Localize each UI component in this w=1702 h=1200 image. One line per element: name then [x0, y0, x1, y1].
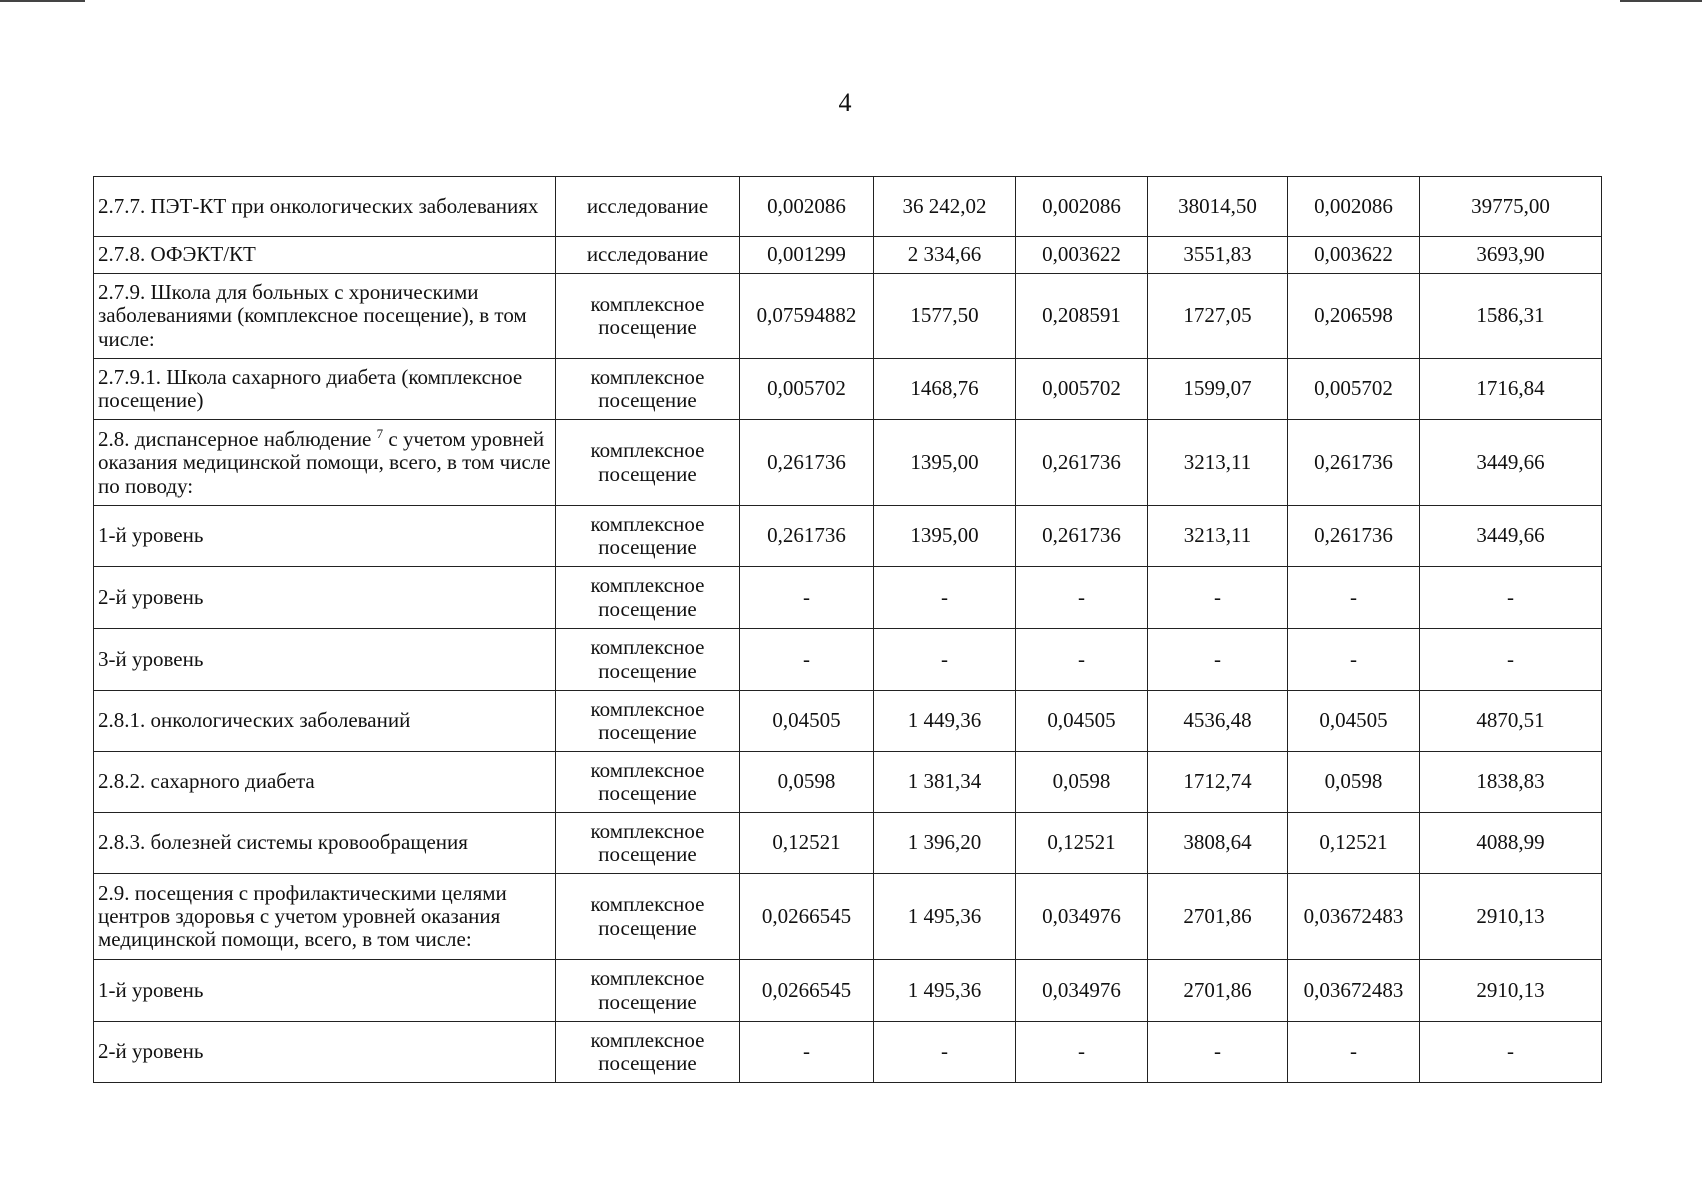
row-name: [94, 420, 556, 506]
row-value: 0,0266545: [740, 960, 874, 1022]
row-value: -: [1288, 1022, 1420, 1083]
row-value: -: [740, 629, 874, 691]
row-value: 0,0598: [1016, 752, 1148, 813]
row-value: 1727,05: [1148, 274, 1288, 359]
row-value: 0,12521: [1288, 813, 1420, 874]
row-unit: комплексное посещение: [556, 874, 740, 960]
row-value: 1716,84: [1420, 359, 1602, 420]
row-value: 4870,51: [1420, 691, 1602, 752]
table-row: [94, 567, 1602, 629]
row-name: 2.8.1. онкологических заболеваний: [94, 691, 556, 752]
row-value: 2701,86: [1148, 874, 1288, 960]
row-value: -: [1016, 629, 1148, 691]
table-row: [94, 629, 1602, 691]
table-row: [94, 274, 1602, 359]
table-row: [94, 506, 1602, 567]
row-unit: комплексное посещение: [556, 420, 740, 506]
table-row: [94, 960, 1602, 1022]
row-unit: комплексное посещение: [556, 629, 740, 691]
row-value: 1468,76: [874, 359, 1016, 420]
page-number: 4: [838, 88, 852, 117]
row-name: 1-й уровень: [94, 506, 556, 567]
row-value: 0,12521: [740, 813, 874, 874]
row-value: 2910,13: [1420, 874, 1602, 960]
row-value: -: [1148, 629, 1288, 691]
row-name: 2.8.2. сахарного диабета: [94, 752, 556, 813]
row-value: -: [874, 1022, 1016, 1083]
row-value: 0,261736: [1016, 506, 1148, 567]
table-row: [94, 813, 1602, 874]
row-value: -: [1288, 567, 1420, 629]
table-row: [94, 691, 1602, 752]
row-value: -: [1148, 567, 1288, 629]
row-name: 2.9. посещения с профилактическими целями центров здоровья с учетом уровней оказания медицинской помощи, всего, в том числе:: [94, 874, 556, 960]
row-value: 0,0266545: [740, 874, 874, 960]
row-value: 1 495,36: [874, 874, 1016, 960]
row-name: 2.7.9. Школа для больных с хроническими заболеваниями (комплексное посещение), в том числе:: [94, 274, 556, 359]
row-value: 0,261736: [1016, 420, 1148, 506]
table-row: [94, 752, 1602, 813]
row-value: 4536,48: [1148, 691, 1288, 752]
row-value: 0,0598: [740, 752, 874, 813]
table-row: [94, 237, 1602, 274]
row-value: 0,002086: [1016, 177, 1148, 237]
row-unit: комплексное посещение: [556, 752, 740, 813]
row-value: 0,0598: [1288, 752, 1420, 813]
row-value: 0,003622: [1016, 237, 1148, 274]
row-value: 1712,74: [1148, 752, 1288, 813]
row-value: 0,261736: [740, 420, 874, 506]
table-row: [94, 359, 1602, 420]
row-value: 0,03672483: [1288, 960, 1420, 1022]
tariff-table: [93, 176, 1602, 1083]
row-value: 0,04505: [1016, 691, 1148, 752]
row-unit: исследование: [556, 177, 740, 237]
row-name: 2.7.7. ПЭТ-КТ при онкологических заболеваниях: [94, 177, 556, 237]
table-row: [94, 177, 1602, 237]
scan-edge-line-left: [0, 0, 85, 2]
row-value: -: [740, 567, 874, 629]
row-name: 2.7.8. ОФЭКТ/КТ: [94, 237, 556, 274]
row-value: -: [1420, 567, 1602, 629]
scan-edge-line-right: [1620, 0, 1702, 2]
row-unit: комплексное посещение: [556, 359, 740, 420]
table-row: [94, 874, 1602, 960]
row-value: 1838,83: [1420, 752, 1602, 813]
table-row: [94, 420, 1602, 506]
row-value: 0,04505: [1288, 691, 1420, 752]
row-value: 0,005702: [1016, 359, 1148, 420]
row-unit: комплексное посещение: [556, 813, 740, 874]
row-value: 3213,11: [1148, 506, 1288, 567]
row-value: 0,034976: [1016, 874, 1148, 960]
row-unit: исследование: [556, 237, 740, 274]
row-value: 0,208591: [1016, 274, 1148, 359]
row-value: 36 242,02: [874, 177, 1016, 237]
row-value: 0,04505: [740, 691, 874, 752]
row-value: 3213,11: [1148, 420, 1288, 506]
row-value: 1 449,36: [874, 691, 1016, 752]
row-value: 0,07594882: [740, 274, 874, 359]
row-value: 38014,50: [1148, 177, 1288, 237]
row-value: 3808,64: [1148, 813, 1288, 874]
row-value: 1395,00: [874, 506, 1016, 567]
row-value: 1599,07: [1148, 359, 1288, 420]
row-name-text: 2.8. диспансерное наблюдение: [98, 427, 377, 452]
row-name: 3-й уровень: [94, 629, 556, 691]
row-unit: комплексное посещение: [556, 691, 740, 752]
row-value: 1 396,20: [874, 813, 1016, 874]
row-value: 1395,00: [874, 420, 1016, 506]
row-value: 3449,66: [1420, 420, 1602, 506]
row-value: -: [1016, 567, 1148, 629]
row-value: -: [874, 567, 1016, 629]
row-name-text-cont: с учетом уровней оказания медицинской помощи, всего, в том числе по поводу:: [98, 427, 551, 498]
row-value: 1577,50: [874, 274, 1016, 359]
row-value: 1 381,34: [874, 752, 1016, 813]
row-value: 0,261736: [1288, 420, 1420, 506]
row-name: 2.7.9.1. Школа сахарного диабета (комплексное посещение): [94, 359, 556, 420]
row-value: 3551,83: [1148, 237, 1288, 274]
row-value: -: [1288, 629, 1420, 691]
row-unit: комплексное посещение: [556, 274, 740, 359]
row-value: 2701,86: [1148, 960, 1288, 1022]
row-value: 0,034976: [1016, 960, 1148, 1022]
row-value: -: [1148, 1022, 1288, 1083]
row-value: 0,03672483: [1288, 874, 1420, 960]
row-value: 0,261736: [740, 506, 874, 567]
row-value: 2910,13: [1420, 960, 1602, 1022]
row-value: 1586,31: [1420, 274, 1602, 359]
row-value: -: [874, 629, 1016, 691]
row-unit: комплексное посещение: [556, 1022, 740, 1083]
row-value: 4088,99: [1420, 813, 1602, 874]
row-value: 0,003622: [1288, 237, 1420, 274]
row-value: 0,002086: [740, 177, 874, 237]
row-value: 0,001299: [740, 237, 874, 274]
row-value: 0,005702: [740, 359, 874, 420]
row-value: 0,206598: [1288, 274, 1420, 359]
row-name: 2-й уровень: [94, 1022, 556, 1083]
row-value: 39775,00: [1420, 177, 1602, 237]
row-value: -: [1016, 1022, 1148, 1083]
row-unit: комплексное посещение: [556, 960, 740, 1022]
row-value: 0,12521: [1016, 813, 1148, 874]
row-name: 2-й уровень: [94, 567, 556, 629]
row-value: 0,261736: [1288, 506, 1420, 567]
row-value: 3449,66: [1420, 506, 1602, 567]
row-name: 2.8.3. болезней системы кровообращения: [94, 813, 556, 874]
row-value: -: [740, 1022, 874, 1083]
row-unit: комплексное посещение: [556, 506, 740, 567]
row-value: 1 495,36: [874, 960, 1016, 1022]
table-row: [94, 1022, 1602, 1083]
row-value: 0,002086: [1288, 177, 1420, 237]
row-value: -: [1420, 1022, 1602, 1083]
row-value: 3693,90: [1420, 237, 1602, 274]
footnote-marker: 7: [376, 426, 384, 442]
row-value: -: [1420, 629, 1602, 691]
row-unit: комплексное посещение: [556, 567, 740, 629]
row-value: 0,005702: [1288, 359, 1420, 420]
row-value: 2 334,66: [874, 237, 1016, 274]
row-name: 1-й уровень: [94, 960, 556, 1022]
